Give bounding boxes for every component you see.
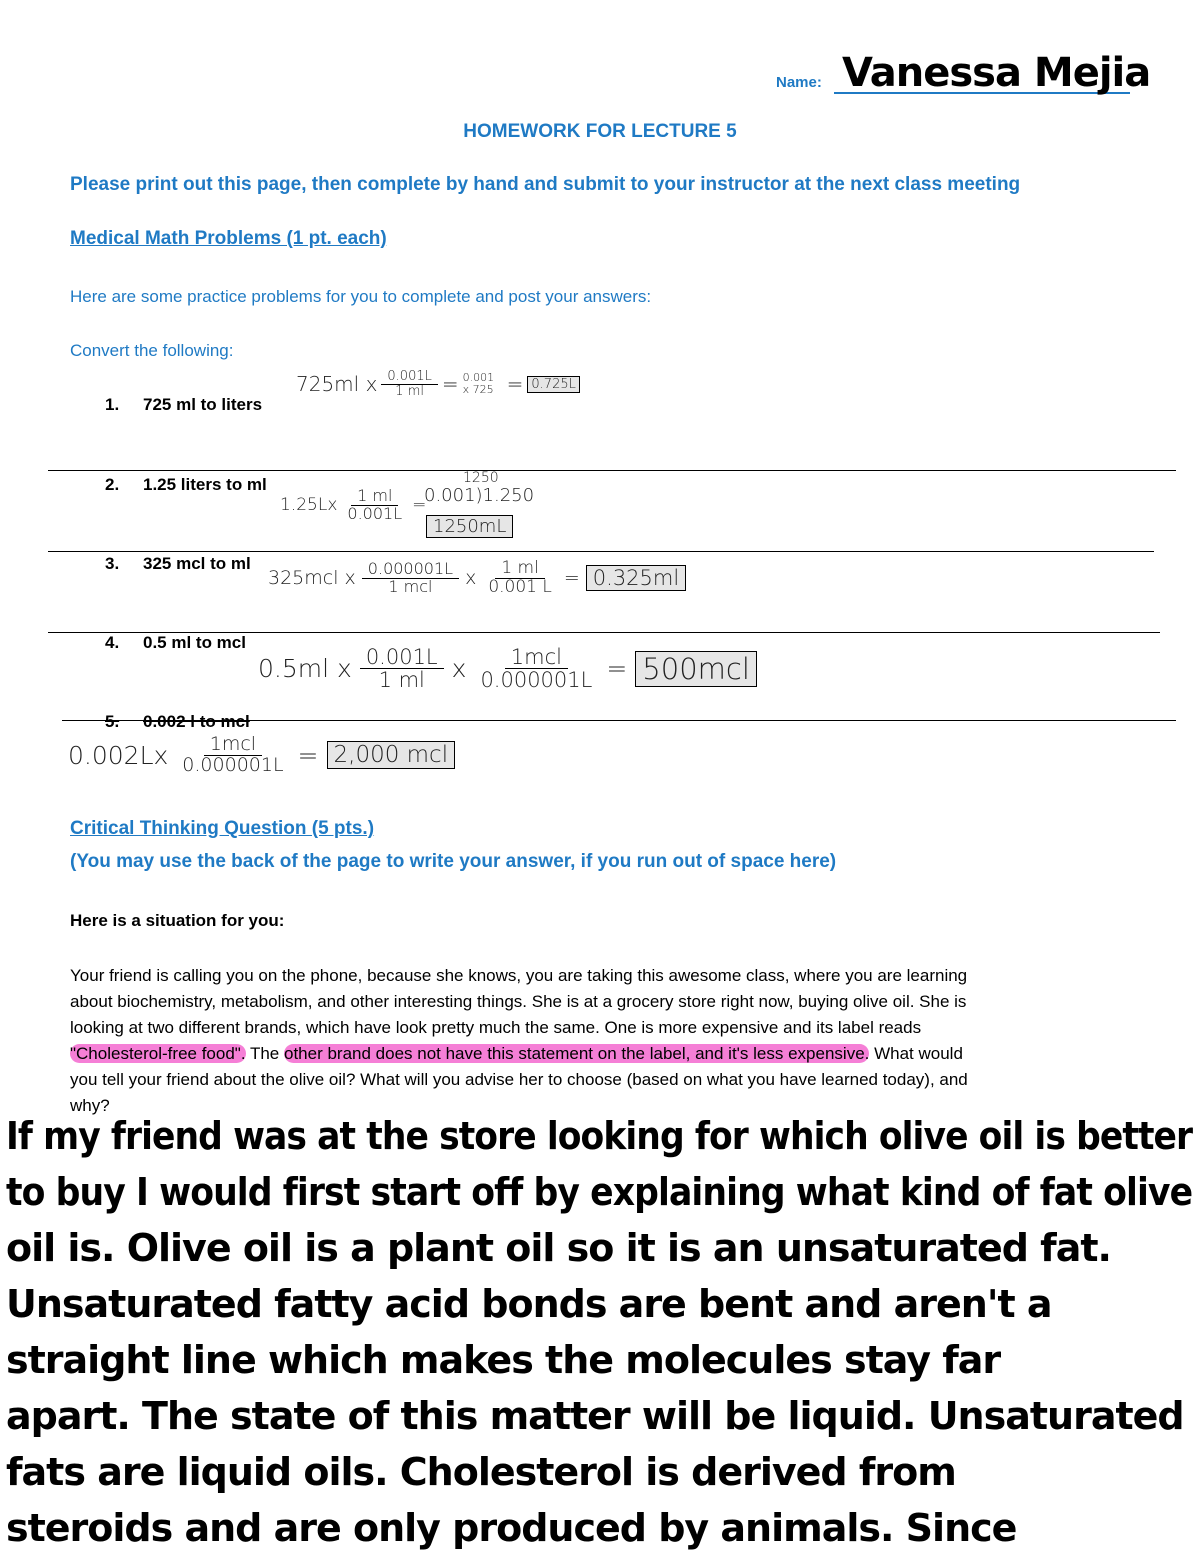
math-intro: Here are some practice problems for you to complete and post your answers: [70, 287, 652, 306]
problem-2-text: 1.25 liters to ml [143, 475, 267, 494]
answer-box: 0.725L [527, 376, 579, 393]
convert-label: Convert the following: [70, 341, 234, 360]
problem-2-work: 1.25Lx $\frac{1 ml}{0.001L}$ = [280, 486, 427, 523]
answer-box: 2,000 mcl [327, 741, 456, 769]
problem-4-work: 0.5ml x $\frac{0.001L}{1 ml}$ x $\frac{\text{1mcl}}{0.000001L}$ = 500mcl [258, 646, 757, 691]
divider [48, 551, 1154, 552]
problem-3-text: 325 mcl to ml [143, 554, 251, 573]
problem-5-work: 0.002Lx $\frac{\text{1mcl}}{0.000001L}$ = 2,000 mcl [68, 735, 455, 776]
problem-5-text: 0.002 l to mcl [143, 712, 250, 731]
problem-1-work: 725ml x $\frac{0.001L}{1 ml}$ = 0.001 x 725 = 0.725L [296, 370, 580, 398]
name-signature: Vanessa Mejia [842, 50, 1151, 96]
answer-box: 1250mL [426, 515, 513, 538]
math-heading: Medical Math Problems (1 pt. each) [70, 228, 387, 249]
problem-1-text: 725 ml to liters [143, 395, 263, 414]
problem-3-work: 325mcl x $\frac{0.000001L}{\text{1 mcl}}$ x $\frac{1 ml}{0.001 L}$ = 0.325ml [268, 560, 686, 597]
divider [62, 720, 1176, 721]
situation-label: Here is a situation for you: [70, 911, 285, 930]
work-fraction: $\frac{0.001L}{1 ml}$ [381, 370, 437, 398]
handwritten-answer: If my friend was at the store looking for which olive oil is better to buy I would first start off by explaining what kind of fat olive oil is. Olive oil is a plant oil so it is an unsaturated fat. Unsaturated fatty acid bonds are bent and aren't a straight line which makes the molecules stay far apart. The state of this matter will be liquid. Unsaturated fats are liquid oils. Cholesterol is derived from steroids and are only produced by animals. Since [6, 1114, 1193, 1550]
work-scratch: 0.001 x 725 [462, 371, 495, 397]
problem-2-number: 2. [105, 475, 120, 494]
divider [48, 470, 1176, 471]
critical-note: (You may use the back of the page to write your answer, if you run out of space here) [70, 851, 837, 872]
answer-box: 500mcl [635, 651, 757, 687]
problem-1-number: 1. [105, 395, 120, 414]
work-start: 725ml x [296, 372, 378, 397]
instructions: Please print out this page, then complete by hand and submit to your instructor at the next class meeting [70, 174, 1021, 195]
problem-3-number: 3. [105, 554, 120, 573]
problem-4-number: 4. [105, 633, 120, 652]
scenario-paragraph: Your friend is calling you on the phone, because she knows, you are taking this awesome class, where you are learning about biochemistry, metabolism, and other interesting things. She is at a grocery store right now, buying olive oil. She is looking at two different brands, which have look pretty much the same. One is more expensive and its label reads "Cholesterol-free food". The other brand does not have this statement on the label, and it's less expensive. What would you tell your friend about the olive oil? What will you advise her to choose (based on what you have learned today), and why? [70, 966, 968, 1115]
page-title: HOMEWORK FOR LECTURE 5 [463, 121, 737, 142]
answer-box: 0.325ml [586, 565, 686, 591]
problem-5-number: 5. [105, 712, 120, 731]
work-scratch-top: 1250 [463, 470, 499, 486]
work-scratch: 0.001)1.250 [424, 485, 535, 506]
highlight-other-brand: other brand does not have this statement on the label, and it's less expensive. [283, 1044, 870, 1063]
highlight-cholesterol-free: "Cholesterol-free food". [70, 1044, 246, 1063]
problem-4-text: 0.5 ml to mcl [143, 633, 246, 652]
critical-heading: Critical Thinking Question (5 pts.) [70, 818, 375, 839]
name-label: Name: [776, 74, 822, 91]
